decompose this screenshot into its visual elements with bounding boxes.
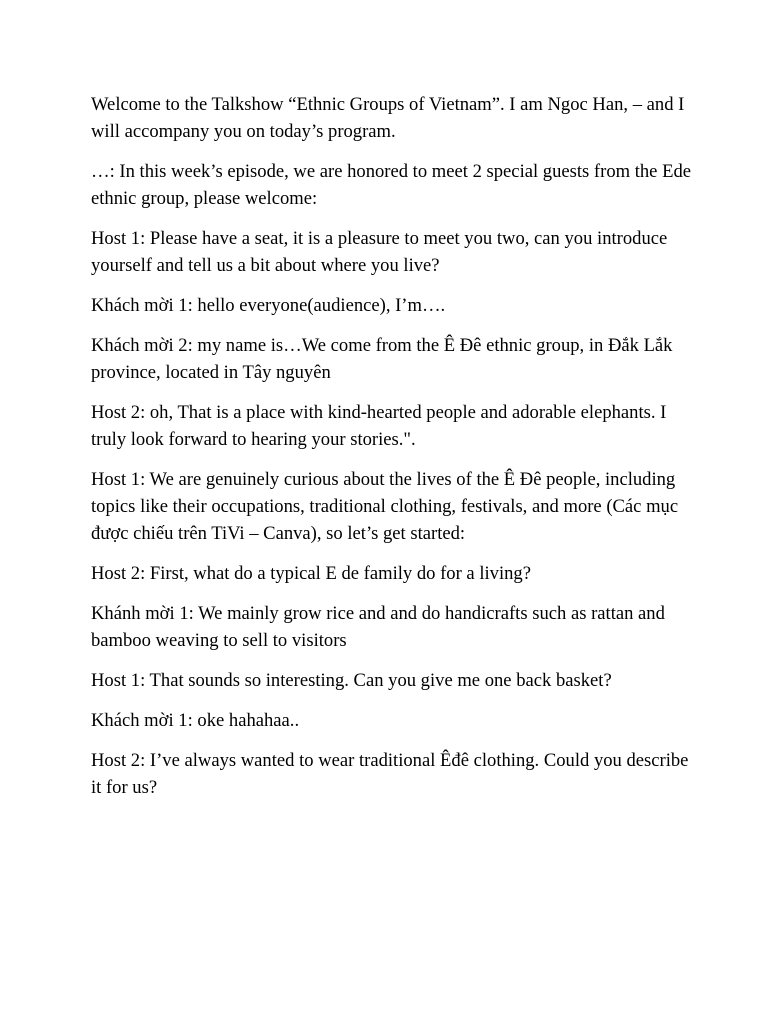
- dialogue-line: Khách mời 1: oke hahahaa..: [91, 710, 300, 731]
- episode-paragraph: …: In this week’s episode, we are honored to meet 2 special guests from the Ede ethnic group, please welcome:: [91, 161, 691, 209]
- intro-paragraph: Welcome to the Talkshow “Ethnic Groups of Vietnam”. I am Ngoc Han, – and I will accompany you on today’s program.: [91, 94, 685, 142]
- dialogue-line: Host 2: oh, That is a place with kind-hearted people and adorable elephants. I truly look forward to hearing your stories.".: [91, 402, 667, 450]
- dialogue-line: Host 2: First, what do a typical E de family do for a living?: [91, 563, 531, 584]
- dialogue-line: Khánh mời 1: We mainly grow rice and and do handicrafts such as rattan and bamboo weaving to sell to visitors: [91, 603, 665, 651]
- document-body: [91, 91, 691, 814]
- dialogue-line: Host 1: That sounds so interesting. Can you give me one back basket?: [91, 670, 612, 691]
- dialogue-line: Khách mời 1: hello everyone(audience), I’m….: [91, 295, 446, 316]
- dialogue-line: Khách mời 2: my name is…We come from the Ê Đê ethnic group, in Đắk Lắk province, located in Tây nguyên: [91, 335, 673, 383]
- dialogue-line: Host 1: We are genuinely curious about the lives of the Ê Đê people, including topics like their occupations, traditional clothing, festivals, and more (Các mục được chiếu trên TiVi – Canva), so let’s get started:: [91, 469, 679, 544]
- dialogue-line: Host 2: I’ve always wanted to wear traditional Êđê clothing. Could you describe it for us?: [91, 750, 689, 798]
- dialogue-line: Host 1: Please have a seat, it is a pleasure to meet you two, can you introduce yourself and tell us a bit about where you live?: [91, 228, 668, 276]
